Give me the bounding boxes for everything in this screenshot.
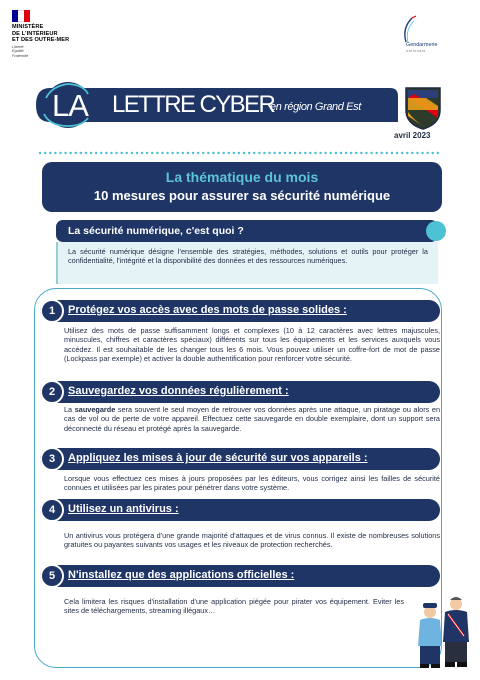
theme-subheading: 10 mesures pour assurer sa sécurité numérique [93,188,391,203]
gendarmerie-name: Gendarmerie [406,42,438,48]
dotted-divider [38,151,442,155]
banner-region: en région Grand Est [270,101,361,113]
issue-date: avril 2023 [394,131,431,140]
gendarmerie-emblem-icon [398,14,458,44]
intro-text: La sécurité numérique désigne l'ensemble des stratégies, méthodes, solutions et outils pour protéger la confidentialité, l'intégrité et la disponibilité des données et des ressources numériques. [56,242,438,284]
section-2-header [40,381,440,403]
banner-la: LA [52,88,88,123]
section-2-text-post: sera souvent le seul moyen de retrouver vos données après une attaque, un piratage ou alors en cas de vol ou de perte de votre appareil. Effectuez cette sauvegarde en double exemplaire, dont un support sera déconnecté du réseau et protégé après la sauvegarde. [64,405,440,433]
section-1-text: Utilisez des mots de passe suffisamment longs et complexes (10 à 12 caractères avec lettres majuscules, minuscules, chiffres et caractères spéciaux) différents sur tous les équipements et les services auxquels vous accédez. Il est souhaitable de les changer tous les 6 mois. Vous pouvez utiliser un coffre-fort de mot de passe (Lockpass par exemple) et activer la double authentification pour renforcer votre sécurité. [64,326,440,363]
ministry-name: MINISTÈRE DE L'INTÉRIEUR ET DES OUTRE-MER [12,24,70,44]
police-officers-illustration [412,590,476,670]
section-3-text: Lorsque vous effectuez ces mises à jours proposées par les éditeurs, vous corrigez ainsi les failles de sécurité connues et utilisées par les pirates pour pénétrer dans votre système. [64,474,440,493]
gendarmerie-sub: nationale [406,49,426,53]
section-5-text: Cela limitera les risques d'installation d'une application piégée pour pirater vos équipement. Eviter les sites de téléchargements, streaming illégaux… [64,597,404,616]
section-3-title: Appliquez les mises à jour de sécurité sur vos appareils : [68,452,368,464]
region-crest-icon [404,86,442,130]
theme-heading: La thématique du mois [165,169,319,185]
section-3-number: 3 [40,447,64,471]
marianne-flag-icon [12,10,30,22]
section-1-header [40,300,440,322]
section-5-number: 5 [40,564,64,588]
section-2-text-bold: sauvegarde [74,405,116,414]
section-4-title: Utilisez un antivirus : [68,503,179,515]
section-4-number: 4 [40,498,64,522]
republic-motto: Liberté Égalité Fraternité [12,44,29,58]
gendarmerie-logo [398,14,458,60]
section-3-header [40,448,440,470]
section-2-text [64,405,440,433]
intro-question: La sécurité numérique, c'est quoi ? [68,225,244,237]
section-1-number: 1 [40,299,64,323]
banner-title: LETTRE CYBER [112,91,275,118]
section-2-text-pre: La [64,405,75,414]
section-5-title: N'installez que des applications officielles : [68,569,295,581]
section-2-number: 2 [40,380,64,404]
section-4-text: Un antivirus vous protégera d'une grande majorité d'attaques et de virus connus. Il existe de nombreuses solutions gratuites ou payantes suivants vos usages et les niveaux de protection recherchés. [64,531,440,550]
section-1-title: Protégez vos accès avec des mots de passe solides : [68,304,347,316]
newsletter-banner [30,82,400,128]
intro-knob-icon [426,221,446,241]
ministry-logo [12,10,102,58]
section-2-title: Sauvegardez vos données régulièrement : [68,385,289,397]
section-4-header [40,499,440,521]
intro-header [56,220,438,242]
section-5-header [40,565,440,587]
theme-box [42,162,442,212]
